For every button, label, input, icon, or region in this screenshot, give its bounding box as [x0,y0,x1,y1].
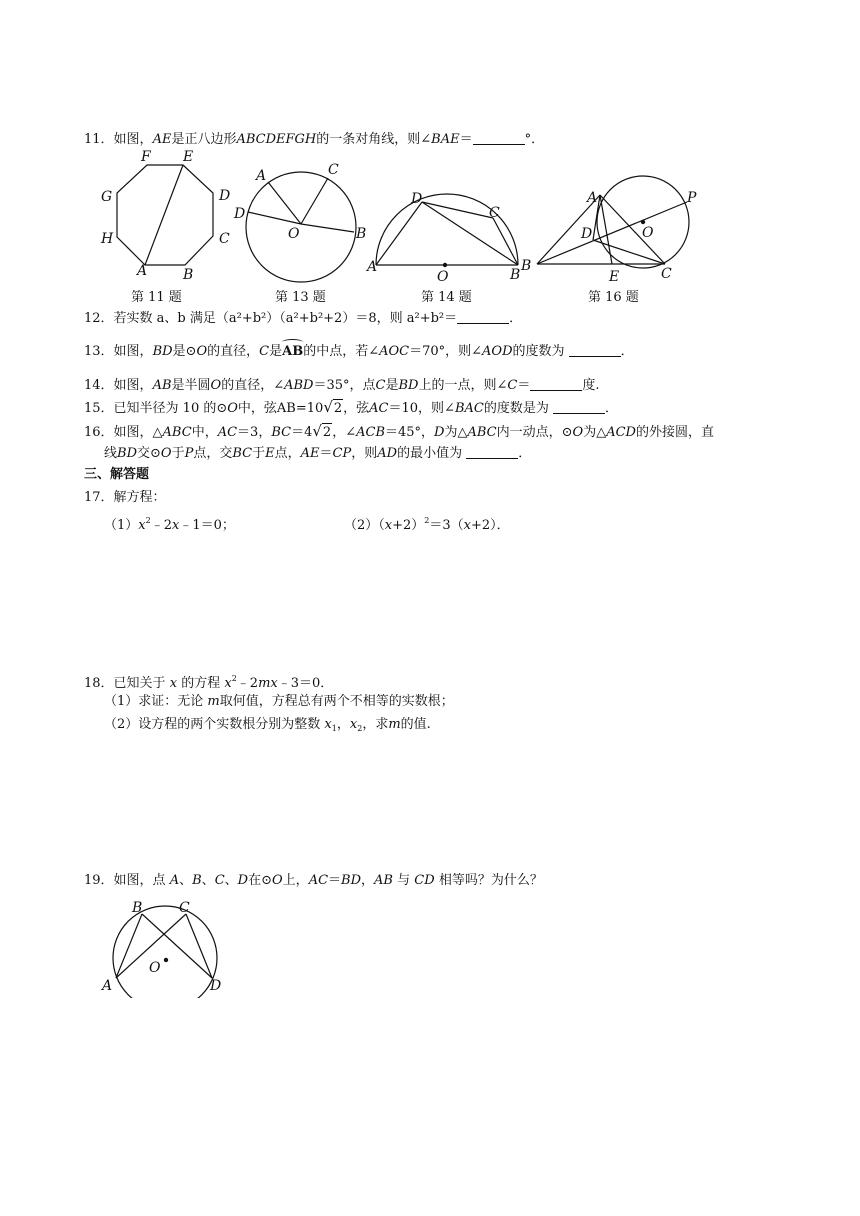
text: 的一条对角线，则∠ [316,132,432,147]
point-label: A [102,978,113,994]
text: 的值. [400,717,431,732]
var: O [227,401,238,416]
exponent: 2 [424,516,430,525]
point-label: C [661,266,672,282]
var: C [259,344,270,359]
var: A [169,873,180,888]
question-number: 19． [84,873,114,888]
text: 相等吗？为什么？ [438,873,543,888]
point-label: D [234,206,246,222]
var: AOC [379,344,410,359]
var: AC [217,425,238,440]
text: ＝ [517,378,531,393]
var: BD [398,378,419,393]
text: ﹣2 [150,518,172,533]
var: AB [152,378,172,393]
point-label: C [328,162,339,178]
text: 的直径， [207,344,260,359]
text: ＝35°，点 [313,378,376,393]
question-number: 14． [84,378,114,393]
question-number: 16． [84,425,114,440]
answer-blank[interactable] [466,444,518,459]
point-label: B [132,900,143,916]
var: x [349,717,358,732]
point-label: G [101,189,113,205]
question-number: 12． [84,311,114,326]
text: ﹣2 [236,676,259,691]
text: （2）设方程的两个实数根分别为整数 [104,717,321,732]
question-16 [84,422,714,442]
figure-11-octagon [95,145,245,285]
text: ． [509,311,523,326]
var: x [324,717,332,732]
point-label: C [489,205,500,221]
var: x [384,518,393,533]
point-label: A [137,263,148,279]
var: m [388,717,401,732]
text: 的直径，∠ [221,378,285,393]
figure-19-circle [98,898,228,998]
var: AOD [482,344,513,359]
text: 点， [274,446,301,461]
text: 是 [269,344,283,359]
sqrt-sign: √ [312,422,322,440]
text: 已知半径为 10 的⊙ [113,401,228,416]
text: 是⊙ [172,344,197,359]
var: x [463,518,472,533]
text: 、 [224,873,238,888]
text: 上， [282,873,309,888]
text: +2） [392,518,425,533]
answer-blank[interactable] [569,342,621,357]
text: 点，交 [193,446,233,461]
point-label: B [521,258,532,274]
point-label: D [411,191,423,207]
text: 解方程： [113,490,166,505]
text: ＝10，则∠ [388,401,455,416]
text: °． [524,132,545,147]
figure-caption-13: 第 13 题 [275,290,326,305]
var: x [138,518,146,533]
var: B [192,873,202,888]
var: ABC [467,425,497,440]
var: x [172,518,180,533]
text: ． [620,344,634,359]
var: BD [152,344,173,359]
text: ，求 [362,717,389,732]
text: 于 [252,446,266,461]
var: AC [308,873,329,888]
question-number: 11． [84,132,114,147]
var: m [207,694,220,709]
text: 的外接圆，直 [635,425,714,440]
point-label: E [609,269,620,285]
exponent: 2 [231,674,237,683]
question-17 [84,489,166,507]
text: ＝ [459,132,473,147]
var: C [214,873,225,888]
section-heading: 三、解答题 [84,467,150,482]
text: 已知关于 [113,676,166,691]
figure-caption-11: 第 11 题 [131,290,182,305]
text: ＝70°，则∠ [409,344,483,359]
text: 的度数为 [512,344,565,359]
exponent: 2 [145,516,151,525]
text: 中，弦AB=10 [237,401,324,416]
var: ABCDEFGH [236,132,317,147]
var: AE [300,446,320,461]
text: ＝4 [291,425,313,440]
text: 内一动点，⊙ [496,425,573,440]
text: ﹣3＝0． [277,676,334,691]
figure-caption-16: 第 16 题 [588,290,639,305]
var: BC [271,425,292,440]
var: P [184,446,194,461]
text: ． [605,401,619,416]
question-18-part2 [104,716,431,738]
var: ABD [284,378,314,393]
var: CD [414,873,435,888]
text: ，弦 [343,401,370,416]
question-17-part2 [344,512,510,535]
point-label: D [219,188,231,204]
subscript: 1 [331,724,337,733]
text: ＝3， [237,425,272,440]
text: （2）（ [344,518,385,533]
text: 取何值，方程总有两个不相等的实数根； [219,694,454,709]
text: 交⊙ [137,446,161,461]
question-12 [84,309,522,328]
text: ． [518,446,532,461]
question-18 [84,670,333,693]
text: 如图， [113,132,153,147]
question-14 [84,376,600,395]
text: 是半圆 [171,378,211,393]
text: ＝ [328,873,342,888]
text: 为△ [583,425,607,440]
text: ， [336,717,350,732]
point-label: B [356,226,367,242]
point-label: A [367,259,378,275]
question-13 [84,342,634,361]
var: O [196,344,208,359]
var: x [224,676,232,691]
question-16-line2 [104,444,531,463]
answer-blank[interactable] [553,399,605,414]
text: ， [361,873,375,888]
text: ＝ [319,446,333,461]
text: 于 [171,446,185,461]
answer-blank[interactable] [530,376,582,391]
text: 的方程 [181,676,221,691]
var: ABC [162,425,192,440]
var: AD [377,446,398,461]
text: 如图， [113,344,153,359]
figure-13-circle [230,160,370,285]
answer-blank[interactable] [457,309,509,324]
question-15 [84,398,618,418]
point-label: B [183,267,194,283]
var: D [434,425,445,440]
sqrt-content: 2 [322,425,332,440]
var: AC [369,401,389,416]
text: 为△ [444,425,468,440]
question-18-part1 [104,693,454,711]
text: 如图， [113,378,153,393]
text: ＝3（ [429,518,464,533]
point-label: H [101,231,114,247]
text: ，则 [351,446,378,461]
text: 与 [397,873,411,888]
point-label: B [510,267,521,283]
question-number: 17． [84,490,114,505]
point-label: A [587,190,598,206]
text: 如图，△ [113,425,163,440]
answer-blank[interactable] [473,130,525,145]
text: 、 [201,873,215,888]
point-label: F [141,149,151,165]
point-label: O [149,960,161,976]
var: ACD [606,425,636,440]
var: O [210,378,222,393]
text: 、 [179,873,193,888]
text: ，∠ [332,425,357,440]
point-label: C [179,900,190,916]
text: ＝45°， [385,425,435,440]
text: +2）． [471,518,510,533]
var: BD [341,873,362,888]
point-label: E [183,149,194,165]
text: 是正八边形 [171,132,237,147]
sqrt-content: 2 [333,401,343,416]
subscript: 2 [357,724,363,733]
text: 中， [191,425,218,440]
text: 如图，点 [113,873,166,888]
question-number: 15． [84,401,114,416]
text: 上的一点，则∠ [418,378,508,393]
var: mx [258,676,278,691]
text: （1） [104,518,139,533]
text: 是 [385,378,399,393]
var: BD [117,446,137,461]
var: O [572,425,584,440]
var: BC [232,446,253,461]
question-19 [84,872,543,890]
var: AE [152,132,172,147]
var: BAE [431,132,460,147]
question-17-part1 [104,512,235,535]
point-label: C [219,231,230,247]
var: C [375,378,386,393]
var: CP [332,446,352,461]
text: （1）求证：无论 [104,694,204,709]
sqrt-sign: √ [323,398,333,416]
arc-label: AB [282,344,304,359]
point-label: A [256,168,267,184]
var: C [507,378,518,393]
text: 的度数是为 [483,401,549,416]
figure-14-semicircle [365,185,525,285]
figure-caption-14: 第 14 题 [421,290,472,305]
var: BAC [454,401,484,416]
text: 线 [104,446,118,461]
var: D [237,873,249,888]
var: x [169,676,178,691]
point-label: O [437,269,449,285]
var: AB [374,873,393,888]
text: 在⊙ [248,873,272,888]
text: 的中点，若∠ [303,344,380,359]
point-label: D [210,978,222,994]
text: 若实数 a、b 满足（a²+b²）（a²+b²+2）＝8，则 a²+b²＝ [113,311,458,326]
figure-16-triangle-circle [515,170,715,285]
var: O [272,873,283,888]
text: 度. [582,378,600,393]
text: 的最小值为 [397,446,463,461]
question-number: 18． [84,676,114,691]
var: E [265,446,275,461]
point-label: P [687,190,697,206]
point-label: O [288,226,300,242]
var: ACB [356,425,385,440]
var: O [160,446,172,461]
question-number: 13． [84,344,114,359]
point-label: D [581,226,593,242]
point-label: O [642,225,654,241]
text: ﹣1＝0； [179,518,235,533]
